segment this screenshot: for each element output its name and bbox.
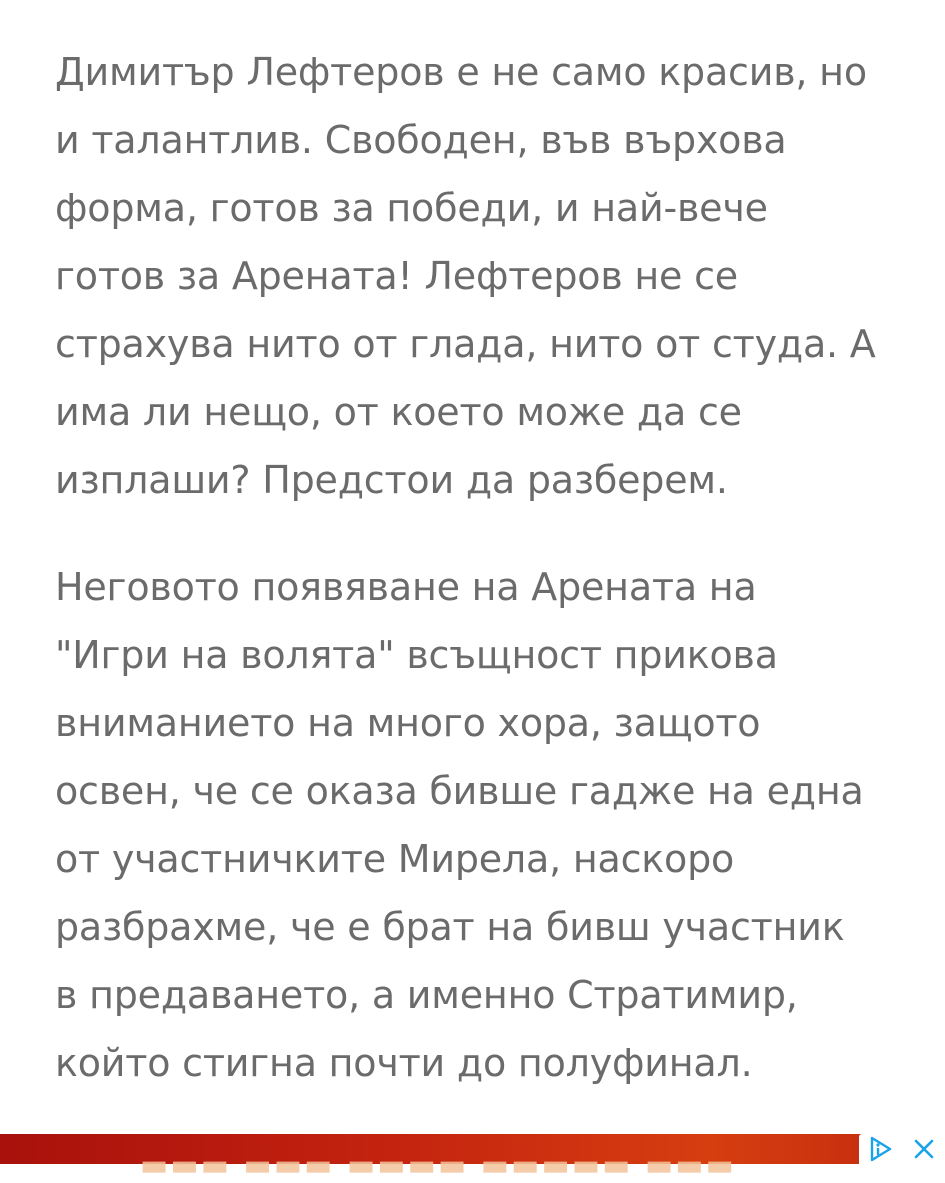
ad-controls: [859, 1134, 945, 1164]
close-icon[interactable]: [912, 1137, 936, 1161]
article-body: [55, 38, 915, 1097]
ad-banner-graphic: ▬▬▬ ▬▬▬ ▬▬▬▬ ▬▬▬▬▬ ▬▬▬: [140, 1148, 736, 1183]
adchoices-icon[interactable]: [868, 1136, 894, 1162]
article-paragraph: Димитър Лефтеров е не само красив, но и талантлив. Свободен, във върхова форма, готов за победи, и най-вече готов за Арената! Лефтеров не се страхува нито от глада, нито от студа. А има ли нещо, от което може да се изплаши? Предстои да разберем.: [55, 50, 876, 502]
ad-banner[interactable]: [0, 1134, 945, 1183]
article-paragraph: Неговото появяване на Арената на "Игри на волята" всъщност прикова вниманието на много хора, защото освен, че се оказа бивше гадже на една от участничките Мирела, наскоро разбрахме, че е брат на бивш участник в предаването, а именно Стратимир, който стигна почти до полуфинал.: [55, 565, 864, 1085]
